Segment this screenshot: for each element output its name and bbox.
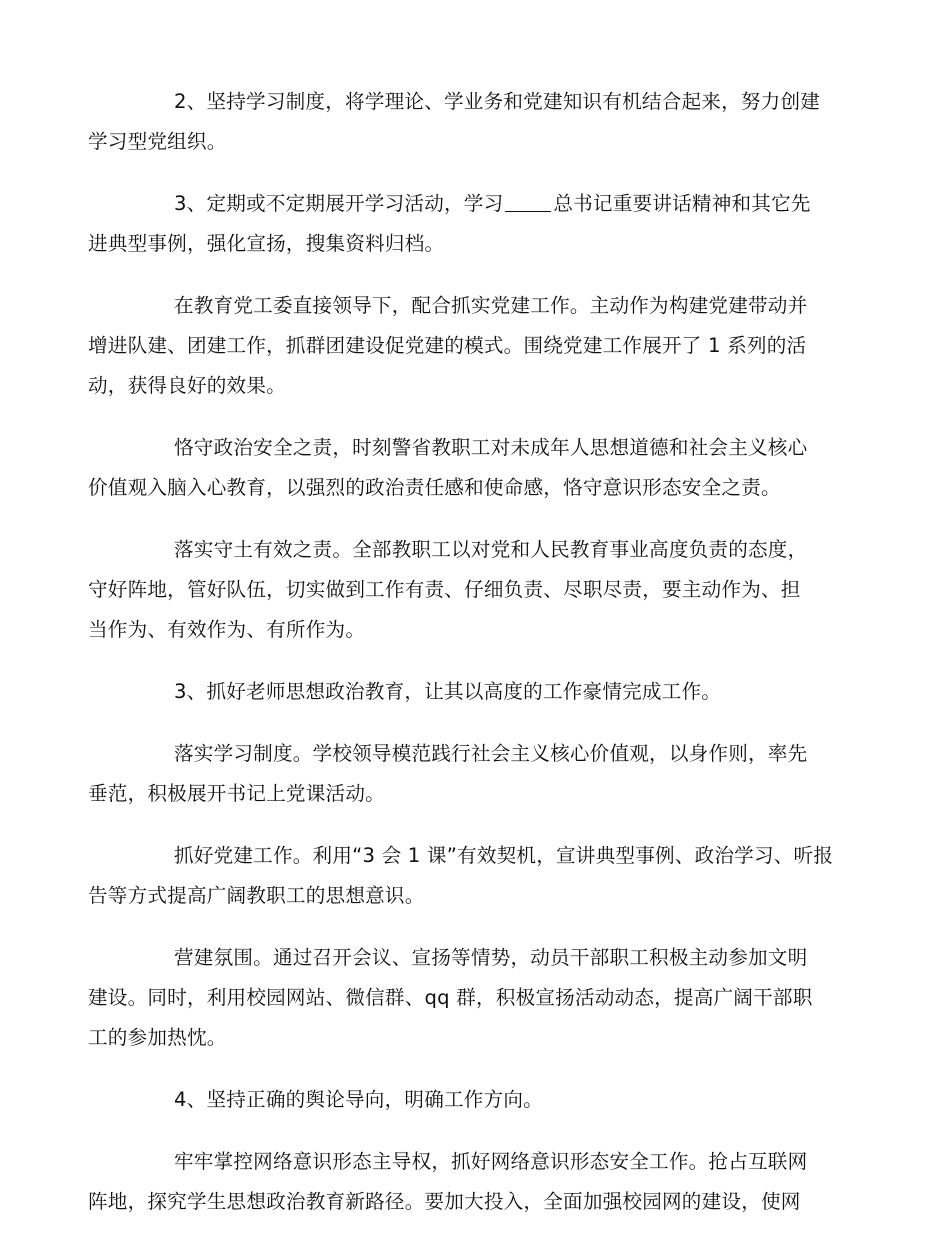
paragraph (88, 1080, 860, 1120)
text-line: 告等方式提高广阔教职工的思想意识。 (88, 884, 425, 907)
paragraph (88, 428, 860, 508)
text-line: 牢牢掌控网络意识形态主导权，抓好网络意识形态安全工作。抢占互联网 (174, 1150, 808, 1173)
text-line: 建设。同时，利用校园网站、微信群、qq 群，积极宣扬活动动态，提高广阔干部职 (88, 986, 813, 1009)
text-line: 落实学习制度。学校领导模范践行社会主义核心价值观，以身作则，率先 (174, 742, 808, 765)
text-line: 营建氛围。通过召开会议、宣扬等情势，动员干部职工积极主动参加文明 (174, 946, 808, 969)
text-line: 抓好党建工作。利用“3 会 1 课”有效契机，宣讲典型事例、政治学习、听报 (174, 844, 834, 867)
text-line: 4、坚持正确的舆论导向，明确工作方向。 (174, 1088, 543, 1111)
text-line: 当作为、有效作为、有所作为。 (88, 618, 366, 641)
paragraph (88, 184, 860, 264)
text-line: 动，获得良好的效果。 (88, 374, 286, 397)
text-line: 垂范，积极展开书记上党课活动。 (88, 782, 385, 805)
text-line: 增进队建、团建工作，抓群团建设促党建的模式。围绕党建工作展开了 1 系列的活 (88, 334, 807, 357)
paragraph (88, 82, 860, 162)
paragraph (88, 734, 860, 814)
text-line: 2、坚持学习制度，将学理论、学业务和党建知识有机结合起来，努力创建 (174, 90, 821, 113)
text-line: 工的参加热忱。 (88, 1026, 227, 1049)
text-line: 恪守政治安全之责，时刻警省教职工对未成年人思想道德和社会主义核心 (174, 436, 808, 459)
paragraph (88, 938, 860, 1058)
text-line: 守好阵地，管好队伍，切实做到工作有责、仔细负责、尽职尽责，要主动作为、担 (88, 578, 801, 601)
text-line: 进典型事例，强化宣扬，搜集资料归档。 (88, 232, 445, 255)
blank-underline (505, 189, 551, 212)
text-line: 3、抓好老师思想政治教育，让其以高度的工作豪情完成工作。 (174, 680, 722, 703)
text-line: 阵地，探究学生思想政治教育新路径。要加大投入，全面加强校园网的建设，使网 (88, 1190, 801, 1213)
paragraph (88, 836, 860, 916)
text-line: 落实守土有效之责。全部教职工以对党和人民教育事业高度负责的态度， (174, 538, 808, 561)
paragraph (88, 286, 860, 406)
paragraph (88, 672, 860, 712)
text-segment: 3、定期或不定期展开学习活动，学习 (174, 192, 504, 215)
paragraph (88, 530, 860, 650)
document-body (88, 82, 860, 1244)
text-line: 在教育党工委直接领导下，配合抓实党建工作。主动作为构建党建带动并 (174, 294, 808, 317)
text-line: 价值观入脑入心教育，以强烈的政治责任感和使命感，恪守意识形态安全之责。 (88, 476, 781, 499)
text-line: 学习型党组织。 (88, 130, 227, 153)
text-line (88, 184, 860, 224)
paragraph (88, 1142, 860, 1222)
text-segment: 总书记重要讲话精神和其它先 (553, 192, 811, 215)
